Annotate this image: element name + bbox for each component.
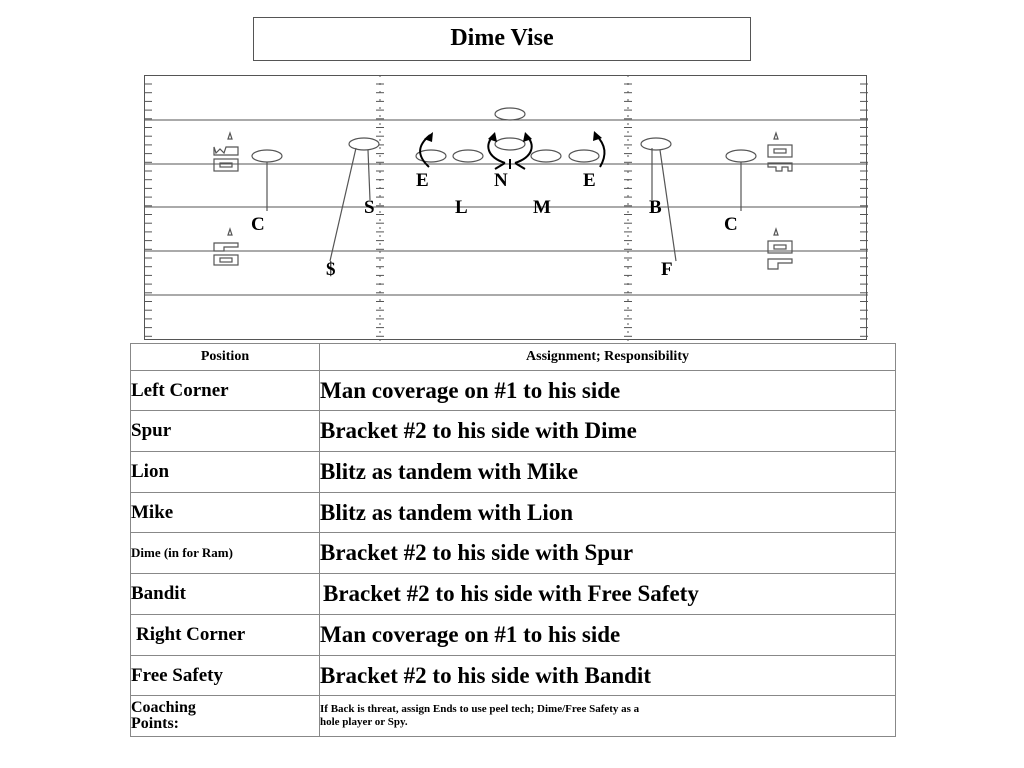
assignment-cell: Bracket #2 to his side with Spur [320,533,896,574]
spur-label: S [364,197,375,218]
right-receiver [726,150,756,162]
assignment-cell: Man coverage on #1 to his side [320,615,896,656]
play-title: Dime Vise [253,17,751,61]
right-tackle [569,150,599,162]
table-header-row [131,344,896,371]
position-cell: Right Corner [131,615,320,656]
center [495,138,525,150]
spur-bottom-label: $ [326,259,336,280]
table-row [131,574,896,615]
bandit-label: B [649,197,662,218]
assignment-cell: Blitz as tandem with Lion [320,493,896,533]
free-safety-label: F [661,259,673,280]
left-slot [349,138,379,150]
table-row [131,452,896,493]
table-row [131,533,896,574]
right-guard [531,150,561,162]
lion-label: L [455,197,468,218]
position-cell: Spur [131,411,320,452]
play-diagram [144,75,868,341]
left-corner-label: C [251,214,265,235]
right-end-label: E [583,170,596,191]
coaching-label [131,696,320,737]
position-cell: Free Safety [131,656,320,696]
table-row [131,615,896,656]
left-guard [453,150,483,162]
coaching-row [131,696,896,737]
assignment-cell: Man coverage on #1 to his side [320,371,896,411]
coaching-label-line: Points: [131,715,179,732]
right-slot [641,138,671,150]
table-row [131,656,896,696]
assignment-table [130,343,896,737]
right-corner-label: C [724,214,738,235]
coaching-points-text [320,696,896,737]
left-receiver [252,150,282,162]
coaching-text-line: hole player or Spy. [320,716,408,728]
coaching-text-line: If Back is threat, assign Ends to use peel tech; Dime/Free Safety as a [320,703,640,715]
position-cell: Left Corner [131,371,320,411]
quarterback [495,108,525,120]
table-row [131,411,896,452]
position-cell: Mike [131,493,320,533]
assignment-cell: Bracket #2 to his side with Bandit [320,656,896,696]
assignment-cell: Bracket #2 to his side with Free Safety [320,574,896,615]
coaching-label-line: Coaching [131,699,196,716]
left-end-label: E [416,170,429,191]
position-cell: Bandit [131,574,320,615]
mike-label: M [533,197,551,218]
assignment-cell: Blitz as tandem with Mike [320,452,896,493]
assignment-cell: Bracket #2 to his side with Dime [320,411,896,452]
table-row [131,371,896,411]
nose-label: N [494,170,508,191]
position-cell: Lion [131,452,320,493]
position-header: Position [131,344,320,371]
table-row [131,493,896,533]
assignment-header: Assignment; Responsibility [320,344,896,371]
position-cell: Dime (in for Ram) [131,533,320,574]
